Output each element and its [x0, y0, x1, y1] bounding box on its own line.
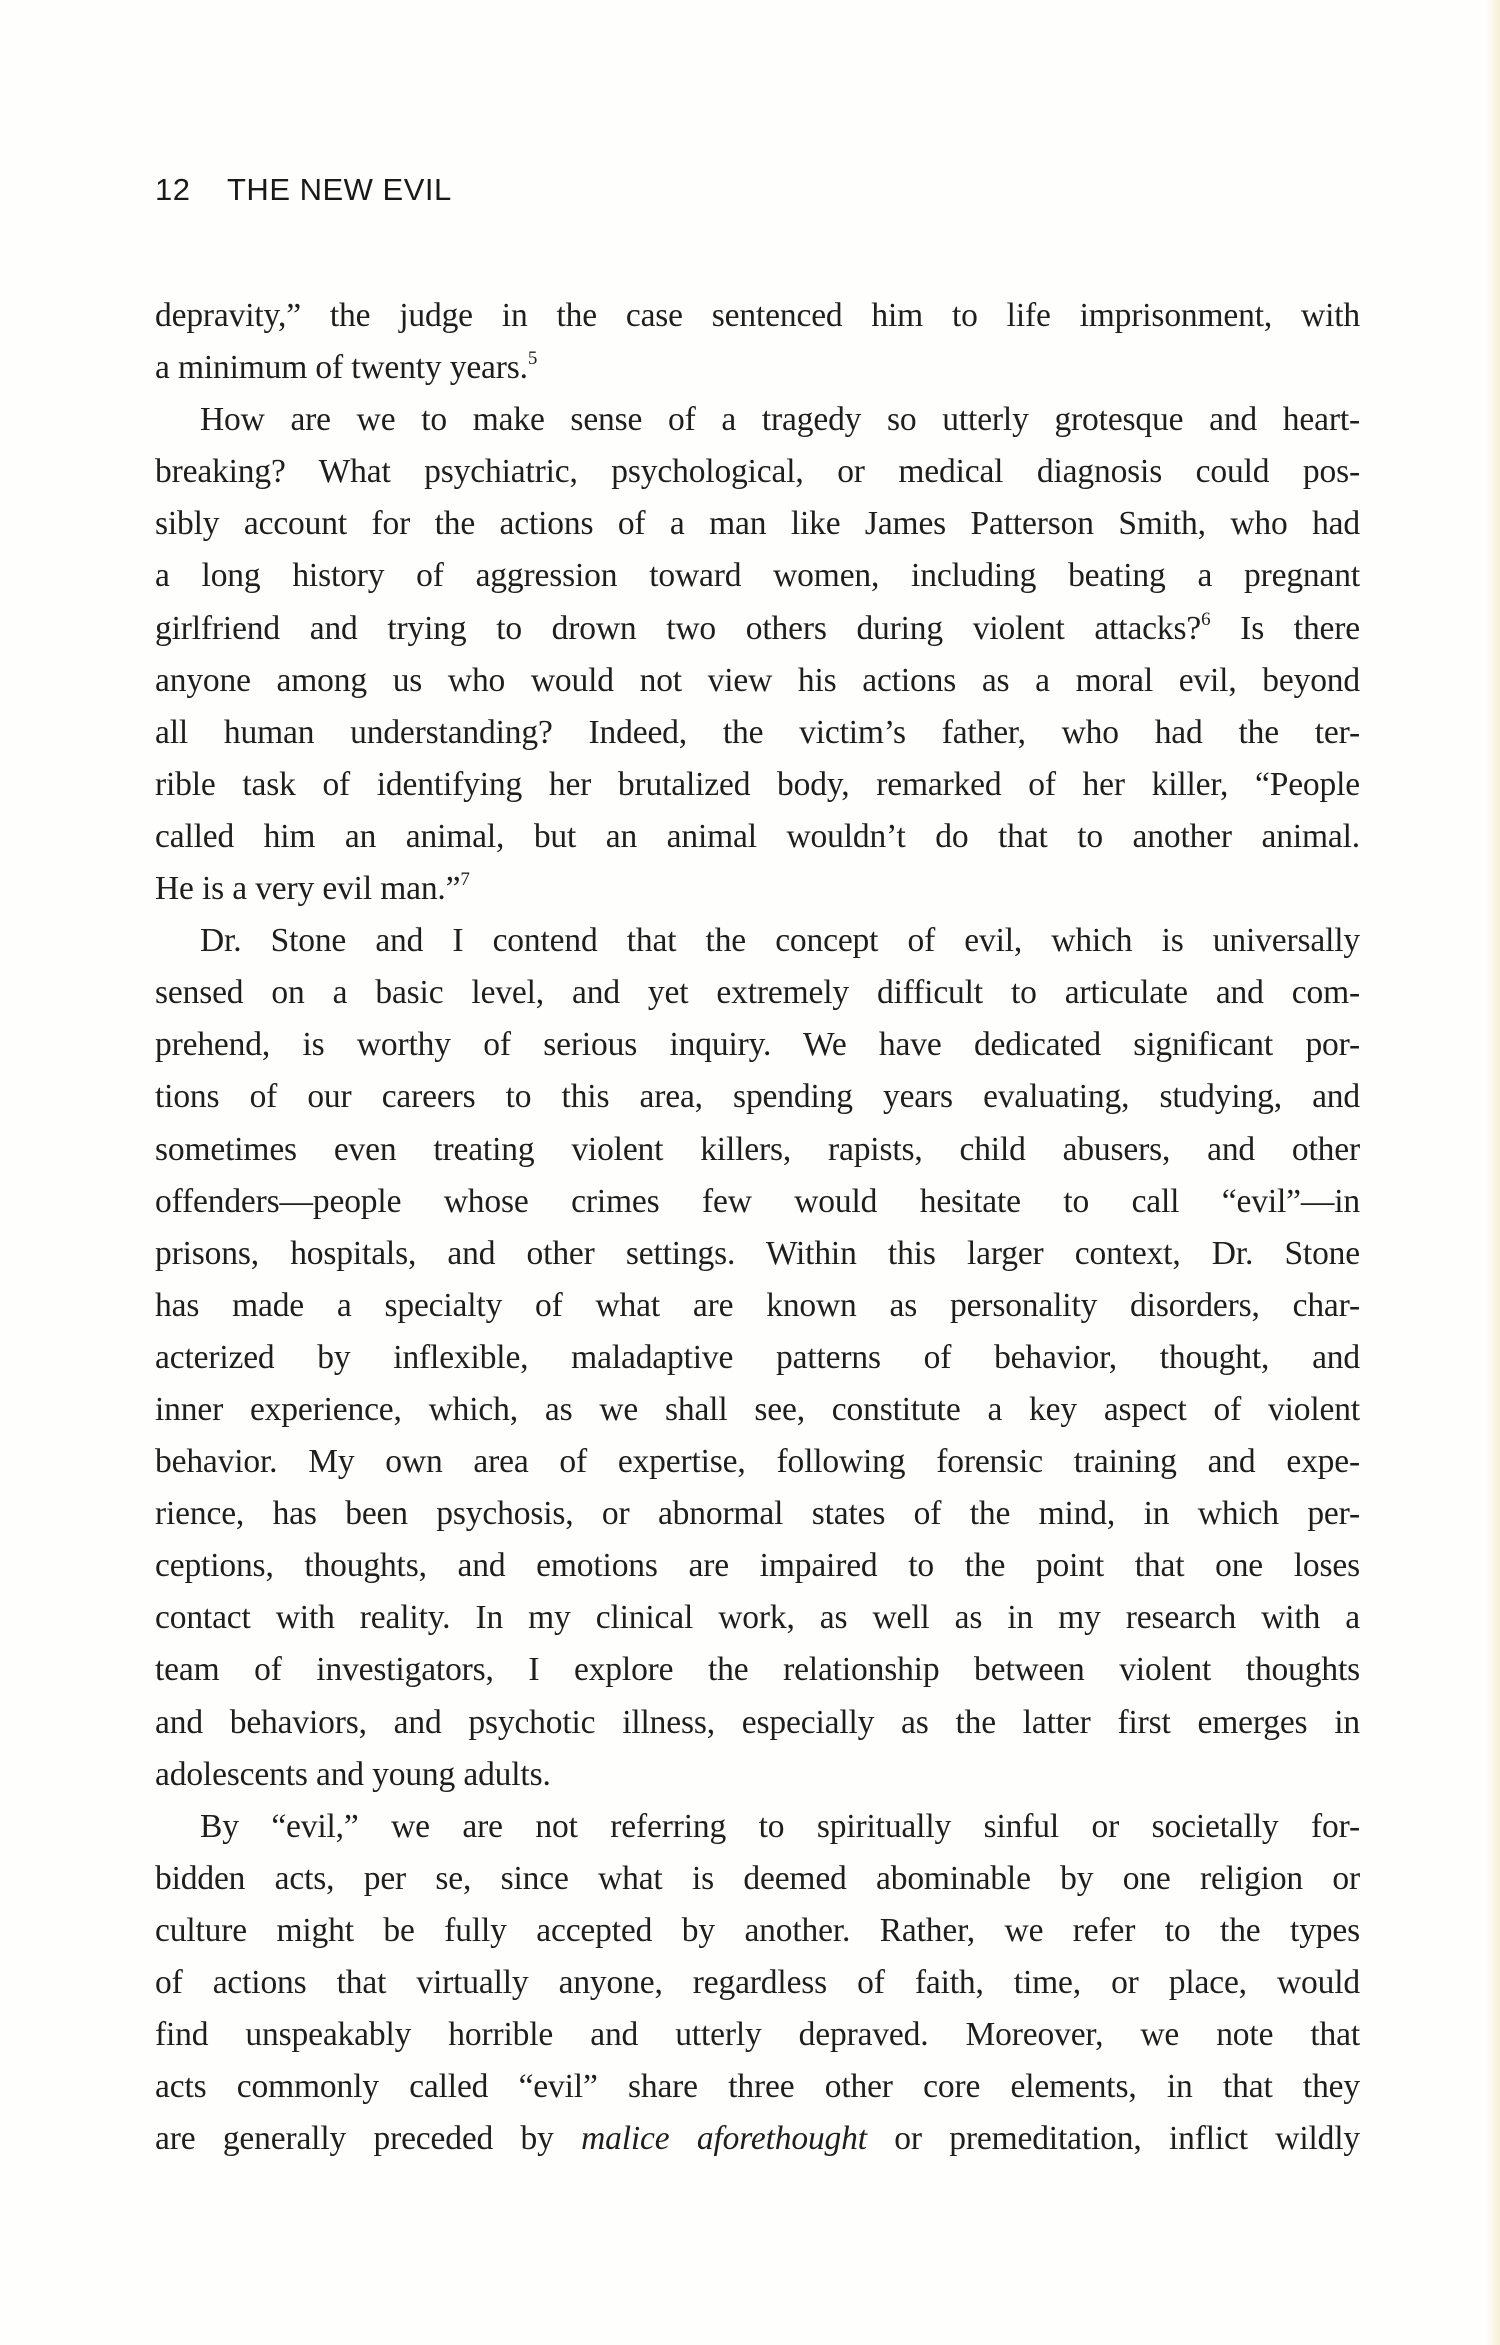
- line-text: offenders—people whose crimes few would hesitate to call “evil”—in: [155, 1182, 1360, 1220]
- text-line: [155, 1540, 1360, 1592]
- text-line: [155, 550, 1360, 602]
- text-line: [155, 1853, 1360, 1905]
- line-text: a long history of aggression toward women, including beating a pregnant: [155, 557, 1360, 595]
- text-line: [155, 1957, 1360, 2009]
- text-line: [155, 1384, 1360, 1436]
- line-text: anyone among us who would not view his actions as a moral evil, beyond: [155, 661, 1360, 699]
- text-line: [155, 1228, 1360, 1280]
- line-text: rience, has been psychosis, or abnormal states of the mind, in which per-: [155, 1495, 1360, 1533]
- line-text: has made a specialty of what are known as personality disorders, char-: [155, 1286, 1360, 1324]
- line-text: sibly account for the actions of a man like James Patterson Smith, who had: [155, 505, 1360, 543]
- text-line: [155, 1592, 1360, 1644]
- footnote-reference[interactable]: 7: [460, 869, 470, 891]
- text-line: [155, 707, 1360, 759]
- text-line: [155, 498, 1360, 550]
- line-text: By “evil,” we are not referring to spiritually sinful or societally for-: [200, 1807, 1360, 1845]
- line-text: and behaviors, and psychotic illness, especially as the latter first emerges in: [155, 1703, 1360, 1741]
- line-text: Is there: [1210, 609, 1360, 647]
- text-line: [155, 603, 1360, 655]
- line-text: depravity,” the judge in the case sentenced him to life imprisonment, with: [155, 297, 1360, 334]
- text-line: [155, 915, 1360, 967]
- line-text: Dr. Stone and I contend that the concept of evil, which is universally: [200, 922, 1360, 960]
- line-text: a minimum of twenty years.: [155, 349, 528, 387]
- text-line: [155, 759, 1360, 811]
- text-line: [155, 2061, 1360, 2113]
- text-line: [155, 290, 1360, 342]
- line-text: prehend, is worthy of serious inquiry. We have dedicated significant por-: [155, 1026, 1360, 1064]
- text-line: [155, 1749, 1360, 1801]
- line-text: He is a very evil man.”: [155, 870, 461, 908]
- line-text: ceptions, thoughts, and emotions are impaired to the point that one loses: [155, 1547, 1360, 1585]
- page-edge-shadow: [1486, 0, 1500, 2345]
- line-text: of actions that virtually anyone, regardless of faith, time, or place, would: [155, 1964, 1360, 2001]
- line-text: sometimes even treating violent killers, rapists, child abusers, and other: [155, 1130, 1360, 1168]
- line-text: are generally preceded by: [155, 2120, 582, 2158]
- text-line: [155, 1019, 1360, 1071]
- text-line: [155, 1071, 1360, 1123]
- line-text: called him an animal, but an animal wouldn’t do that to another animal.: [155, 817, 1360, 855]
- line-text: find unspeakably horrible and utterly depraved. Moreover, we note that: [155, 2016, 1360, 2054]
- running-head: [155, 172, 452, 208]
- text-line: [155, 1905, 1360, 1957]
- line-text: acterized by inflexible, maladaptive patterns of behavior, thought, and: [155, 1338, 1360, 1376]
- line-text: inner experience, which, as we shall see, constitute a key aspect of violent: [155, 1390, 1360, 1428]
- line-text: bidden acts, per se, since what is deemed abominable by one religion or: [155, 1859, 1360, 1897]
- line-text: team of investigators, I explore the relationship between violent thoughts: [155, 1651, 1360, 1689]
- line-text: prisons, hospitals, and other settings. Within this larger context, Dr. Stone: [155, 1234, 1360, 1272]
- text-line: [155, 811, 1360, 863]
- text-line: [155, 446, 1360, 498]
- line-text: sensed on a basic level, and yet extremely difficult to articulate and com-: [155, 974, 1360, 1012]
- footnote-reference[interactable]: 6: [1201, 608, 1211, 630]
- text-line: [155, 1176, 1360, 1228]
- text-line: [155, 342, 1360, 394]
- text-line: [155, 1436, 1360, 1488]
- text-line: [155, 2113, 1360, 2165]
- book-title: THE NEW EVIL: [227, 172, 452, 207]
- text-line: [155, 1697, 1360, 1749]
- line-text: behavior. My own area of expertise, following forensic training and expe-: [155, 1443, 1360, 1481]
- text-line: [155, 1280, 1360, 1332]
- line-text: culture might be fully accepted by another. Rather, we refer to the types: [155, 1911, 1360, 1949]
- text-line: [155, 1644, 1360, 1696]
- text-line: [155, 1124, 1360, 1176]
- text-line: [155, 655, 1360, 707]
- text-line: [155, 1488, 1360, 1540]
- line-text: breaking? What psychiatric, psychological, or medical diagnosis could pos-: [155, 453, 1360, 491]
- body-text: [155, 290, 1360, 2165]
- line-text: or premeditation, inflict wildly: [866, 2120, 1360, 2158]
- footnote-reference[interactable]: 5: [527, 348, 538, 370]
- text-line: [155, 1332, 1360, 1384]
- text-line: [155, 2009, 1360, 2061]
- text-line: [155, 1801, 1360, 1853]
- italic-phrase: malice aforethought: [581, 2120, 867, 2158]
- text-line: [155, 863, 1360, 915]
- line-text: contact with reality. In my clinical work, as well as in my research with a: [155, 1599, 1360, 1637]
- line-text: rible task of identifying her brutalized body, remarked of her killer, “People: [155, 765, 1360, 803]
- text-line: [155, 394, 1360, 446]
- text-line: [155, 967, 1360, 1019]
- line-text: tions of our careers to this area, spending years evaluating, studying, and: [155, 1078, 1360, 1116]
- line-text: all human understanding? Indeed, the victim’s father, who had the ter-: [155, 713, 1360, 751]
- line-text: girlfriend and trying to drown two others during violent attacks?: [155, 609, 1202, 647]
- line-text: acts commonly called “evil” share three other core elements, in that they: [155, 2068, 1360, 2106]
- page-number: 12: [155, 172, 191, 207]
- line-text: adolescents and young adults.: [155, 1755, 551, 1793]
- line-text: How are we to make sense of a tragedy so utterly grotesque and heart-: [200, 401, 1360, 439]
